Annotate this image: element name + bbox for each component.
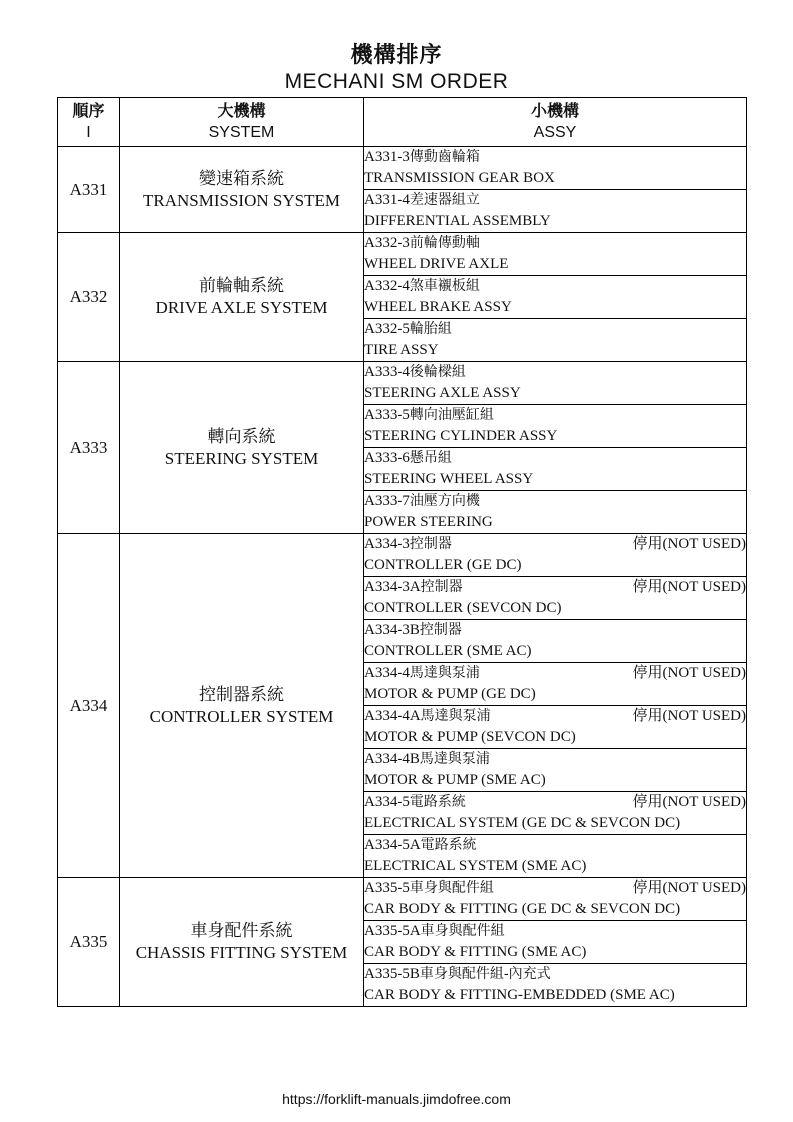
assy-item-code: A333-4 [364,364,410,380]
assy-item-title-line [364,835,746,856]
assy-item-title-line [364,405,746,426]
assy-item [364,663,747,706]
assy-item-label [364,878,494,899]
assy-item-zh: 電路系統 [420,837,477,853]
assy-item-label [364,663,480,684]
assy-item [364,835,747,878]
assy-item [364,921,747,964]
assy-item-title-line [364,577,746,598]
assy-item-code: A333-6 [364,450,410,466]
assy-item [364,749,747,792]
assy-item [364,233,747,276]
footer-url[interactable]: https://forklift-manuals.jimdofree.com [282,1091,511,1107]
assy-item-code: A335-5 [364,880,410,896]
assy-item-en: CAR BODY & FITTING (SME AC) [364,944,587,960]
assy-item-code: A331-3 [364,149,410,165]
system-name-zh: 變速箱系統 [199,168,284,189]
assy-item-code: A334-4A [364,708,421,724]
system-name-zh: 控制器系統 [199,684,284,705]
assy-item-title-line [364,620,746,641]
assy-item-code: A335-5B [364,966,420,982]
assy-item [364,878,747,921]
assy-item-title-line [364,276,746,297]
assy-item-label [364,964,551,985]
table-row [58,233,747,276]
header-system-zh: 大機構 [217,101,266,120]
assy-item-label [364,792,466,813]
assy-item-status: 停用(NOT USED) [632,579,746,595]
assy-item-label [364,319,452,340]
assy-item-label [364,362,466,383]
assy-item-label [364,534,452,555]
assy-item-label [364,276,480,297]
assy-item-zh: 控制器 [420,579,463,595]
assy-item-code: A335-5A [364,923,421,939]
assy-item [364,706,747,749]
header-system-en: SYSTEM [208,124,275,141]
assy-item-zh: 後輪樑組 [409,364,466,380]
assy-item-code: A334-5 [364,794,410,810]
system-name [120,534,364,878]
system-name-zh: 前輪軸系統 [199,276,284,296]
table-row [58,534,747,577]
assy-item-en: CONTROLLER (SME AC) [364,643,532,659]
header-order-zh: 順序 [72,101,105,120]
system-name [120,878,364,1007]
header-order [58,98,120,147]
assy-item-en: TIRE ASSY [364,342,439,358]
assy-item-en: TRANSMISSION GEAR BOX [364,170,555,186]
assy-item-label [364,448,452,469]
assy-item-zh: 控制器 [409,536,452,552]
assy-item [364,620,747,663]
assy-item-zh: 懸吊組 [409,450,452,466]
header-assy-zh: 小機構 [530,101,579,120]
assy-item-en: WHEEL BRAKE ASSY [364,299,512,315]
assy-item-zh: 輪胎組 [409,321,452,337]
assy-item-code: A334-4B [364,751,420,767]
system-name-en: TRANSMISSION SYSTEM [143,190,340,210]
assy-item-title-line [364,921,746,942]
header-system [120,98,364,147]
assy-item-title-line [364,319,746,340]
assy-item-title-line [364,663,746,684]
assy-item-label [364,491,480,512]
assy-item-en: CAR BODY & FITTING (GE DC & SEVCON DC) [364,901,681,917]
assy-item-code: A332-5 [364,321,410,337]
assy-item-title-line [364,448,746,469]
assy-item-en: STEERING WHEEL ASSY [364,471,534,487]
assy-item-en: ELECTRICAL SYSTEM (GE DC & SEVCON DC) [364,815,681,831]
assy-item-en: ELECTRICAL SYSTEM (SME AC) [364,858,587,874]
assy-item-code: A331-4 [364,192,410,208]
system-code: A332 [58,233,120,362]
assy-item-en: MOTOR & PUMP (GE DC) [364,686,536,702]
assy-item-en: CAR BODY & FITTING-EMBEDDED (SME AC) [364,987,675,1003]
assy-item [364,276,747,319]
system-name [120,362,364,534]
system-name-en: CONTROLLER SYSTEM [149,706,334,726]
assy-item [364,792,747,835]
assy-item-code: A334-3 [364,536,410,552]
system-code: A331 [58,147,120,233]
assy-item-zh: 差速器組立 [409,192,480,208]
assy-item-status: 停用(NOT USED) [632,536,746,552]
assy-item-zh: 轉向油壓缸組 [409,407,494,423]
table-row [58,878,747,921]
header-assy [364,98,747,147]
assy-item-label [364,749,490,770]
assy-item-title-line [364,878,746,899]
assy-item-title-line [364,792,746,813]
assy-item-label [364,147,480,168]
assy-item-label [364,577,463,598]
assy-item [364,448,747,491]
page-title-zh: 機構排序 [350,43,443,68]
assy-item-en: STEERING CYLINDER ASSY [364,428,558,444]
system-name-en: DRIVE AXLE SYSTEM [155,298,328,317]
assy-item-zh: 前輪傳動軸 [409,235,480,251]
assy-item-en: STEERING AXLE ASSY [364,385,521,401]
assy-item-label [364,233,480,254]
table-row [58,362,747,405]
assy-item-code: A332-4 [364,278,410,294]
assy-item-code: A333-7 [364,493,410,509]
assy-item-code: A332-3 [364,235,410,251]
assy-item-en: CONTROLLER (SEVCON DC) [364,600,562,616]
assy-item-label [364,620,462,641]
header-order-en: I [86,124,91,141]
assy-item-zh: 車身與配件組-內充式 [419,966,551,982]
assy-item-title-line [364,749,746,770]
assy-item-status: 停用(NOT USED) [632,708,746,724]
assy-item-en: WHEEL DRIVE AXLE [364,256,509,272]
assy-item [364,147,747,190]
assy-item-title-line [364,706,746,727]
table-header-row [58,98,747,147]
assy-item [364,190,747,233]
system-code: A335 [58,878,120,1007]
assy-item-label [364,190,480,211]
assy-item [364,405,747,448]
assy-item-title-line [364,147,746,168]
assy-item-status: 停用(NOT USED) [632,880,746,896]
assy-item-status: 停用(NOT USED) [632,665,746,681]
assy-item [364,964,747,1007]
assy-item [364,491,747,534]
assy-item-zh: 車身與配件組 [420,923,505,939]
system-code: A334 [58,534,120,878]
assy-item [364,534,747,577]
assy-item-title-line [364,534,746,555]
assy-item-code: A334-3A [364,579,421,595]
system-name-en: STEERING SYSTEM [164,448,319,468]
assy-item-label [364,405,494,426]
assy-item-title-line [364,964,746,985]
assy-item-en: DIFFERENTIAL ASSEMBLY [364,213,551,229]
system-name [120,147,364,233]
assy-item-en: MOTOR & PUMP (SEVCON DC) [364,729,576,745]
assy-item-code: A334-4 [364,665,410,681]
assy-item-title-line [364,233,746,254]
assy-item [364,362,747,405]
assy-item-en: POWER STEERING [364,514,493,530]
assy-item-zh: 煞車襯板組 [409,278,480,294]
assy-item-zh: 車身與配件組 [409,880,494,896]
assy-item-en: CONTROLLER (GE DC) [364,557,522,573]
table-body [58,147,747,1007]
assy-item-label [364,835,477,856]
assy-item-zh: 馬達與泵浦 [420,708,491,724]
assy-item-label [364,706,491,727]
assy-item-zh: 控制器 [419,622,462,638]
assy-item-code: A333-5 [364,407,410,423]
assy-item-code: A334-5A [364,837,421,853]
assy-item [364,577,747,620]
assy-item-label [364,921,505,942]
assy-item-status: 停用(NOT USED) [632,794,746,810]
assy-item-en: MOTOR & PUMP (SME AC) [364,772,546,788]
system-name-zh: 轉向系統 [207,426,276,447]
assy-item [364,319,747,362]
system-name-en: CHASSIS FITTING SYSTEM [135,943,348,962]
assy-item-zh: 馬達與泵浦 [419,751,490,767]
assy-item-zh: 馬達與泵浦 [409,665,480,681]
assy-item-zh: 電路系統 [409,794,466,810]
header-assy-en: ASSY [533,124,577,141]
assy-item-zh: 油壓方向機 [409,493,480,509]
page-title-en: MECHANI SM ORDER [284,70,509,93]
system-name-zh: 車身配件系統 [190,921,293,941]
mechanism-order-table [57,97,747,1007]
system-code: A333 [58,362,120,534]
assy-item-zh: 傳動齒輪箱 [409,149,480,165]
assy-item-code: A334-3B [364,622,420,638]
assy-item-title-line [364,190,746,211]
system-name [120,233,364,362]
table-row [58,147,747,190]
assy-item-title-line [364,362,746,383]
assy-item-title-line [364,491,746,512]
